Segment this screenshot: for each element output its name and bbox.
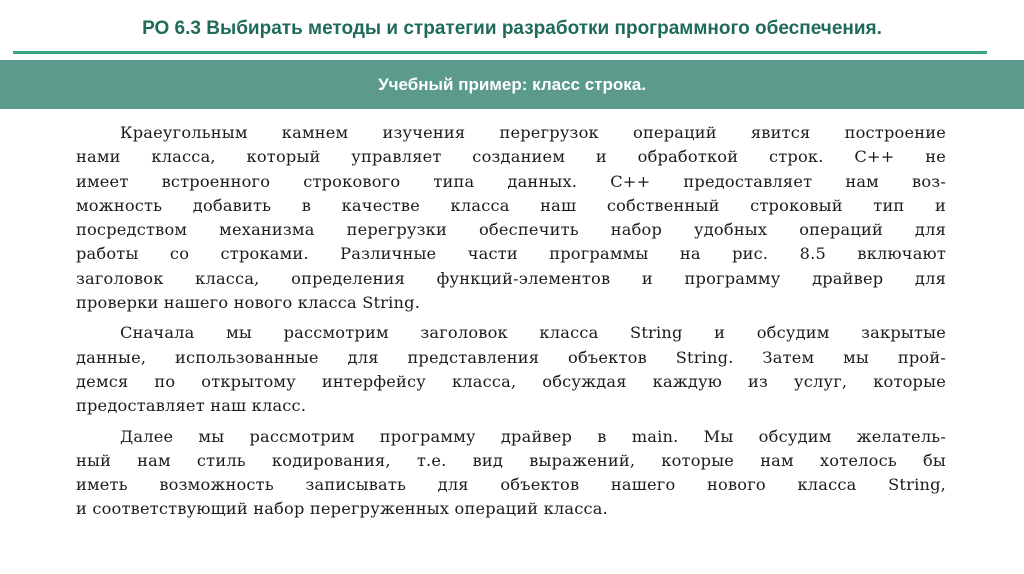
paragraph-2 [76, 321, 946, 418]
text-line: нами класса, который управляет созданием и обработкой строк. C++ не [76, 147, 946, 167]
subtitle-text: Учебный пример: класс строка. [378, 75, 646, 94]
text-line: демся по открытому интерфейсу класса, обсуждая каждую из услуг, которые [76, 371, 946, 391]
text-line: работы со строками. Различные части программы на рис. 8.5 включают [76, 244, 946, 264]
text-line: Сначала мы рассмотрим заголовок класса String и обсудим закрытые [120, 323, 946, 343]
text-line: Краеугольным камнем изучения перегрузок операций явится построение [120, 123, 946, 142]
subtitle-banner [0, 60, 1024, 109]
text-line: ный нам стиль кодирования, т.е. вид выражений, которые нам хотелось бы [76, 450, 946, 470]
text-line: заголовок класса, определения функций-элементов и программу драйвер для [76, 268, 946, 288]
text-line: и соответствующий набор перегруженных операций класса. [76, 499, 608, 519]
text-line: иметь возможность записывать для объектов нашего нового класса String, [76, 475, 946, 495]
paragraph-3 [76, 425, 946, 522]
text-line: Далее мы рассмотрим программу драйвер в main. Мы обсудим желатель- [120, 426, 946, 446]
text-line: данные, использованные для представления объектов String. Затем мы прой- [76, 347, 946, 367]
text-line: можность добавить в качестве класса наш собственный строковый тип и [76, 195, 946, 215]
paragraph-1 [76, 121, 946, 315]
title-divider [13, 51, 987, 54]
text-line: проверки нашего нового класса String. [76, 293, 421, 313]
slide-title: РО 6.3 Выбирать методы и стратегии разработки программного обеспечения. [142, 18, 882, 39]
text-line: имеет встроенного строкового типа данных. C++ предоставляет нам воз- [76, 171, 946, 191]
text-line: предоставляет наш класс. [76, 396, 307, 416]
scanned-text-block [76, 121, 946, 541]
text-line: посредством механизма перегрузки обеспечить набор удобных операций для [76, 220, 946, 240]
